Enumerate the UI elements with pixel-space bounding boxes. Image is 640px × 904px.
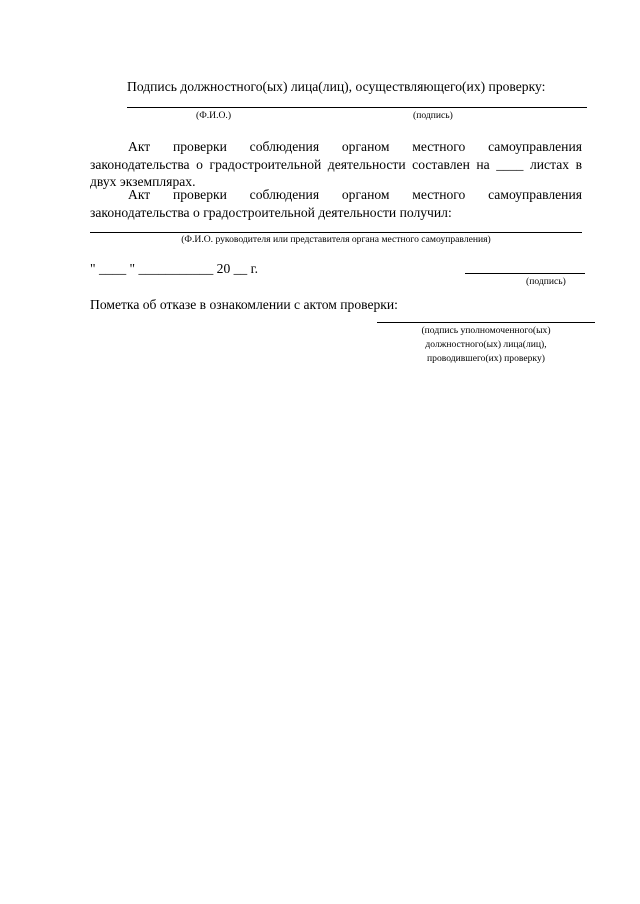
- refusal-heading: Пометка об отказе в ознакомлении с актом проверки:: [90, 297, 398, 312]
- inspector-sign-caption: (подпись): [413, 110, 453, 121]
- recipient-sign-caption: (подпись): [526, 276, 566, 287]
- refusal-caption-line-1: (подпись уполномоченного(ых): [421, 325, 551, 336]
- refusal-caption-line-2: должностного(ых) лица(лиц),: [425, 339, 547, 350]
- inspector-name-caption: (Ф.И.О.): [196, 110, 232, 121]
- receipt-date: " ____ " ___________ 20 __ г.: [90, 261, 259, 276]
- act-received-paragraph: Акт проверки соблюдения органом местного самоуправления законодательства о градостроительной деятельности получил:: [90, 187, 582, 220]
- recipient-name-line: [90, 232, 582, 233]
- recipient-name-caption: (Ф.И.О. руководителя или представителя органа местного самоуправления): [181, 234, 491, 245]
- inspector-signature-heading: Подпись должностного(ых) лица(лиц), осуществляющего(их) проверку:: [127, 79, 546, 94]
- refusal-signature-line: [377, 322, 595, 323]
- refusal-caption-line-3: проводившего(их) проверку): [427, 353, 545, 364]
- act-copies-paragraph: Акт проверки соблюдения органом местного самоуправления законодательства о градостроительной деятельности составлен на ____ листах в двух экземплярах.: [90, 139, 582, 189]
- recipient-signature-line: [465, 273, 585, 274]
- inspector-signature-line: [127, 107, 587, 108]
